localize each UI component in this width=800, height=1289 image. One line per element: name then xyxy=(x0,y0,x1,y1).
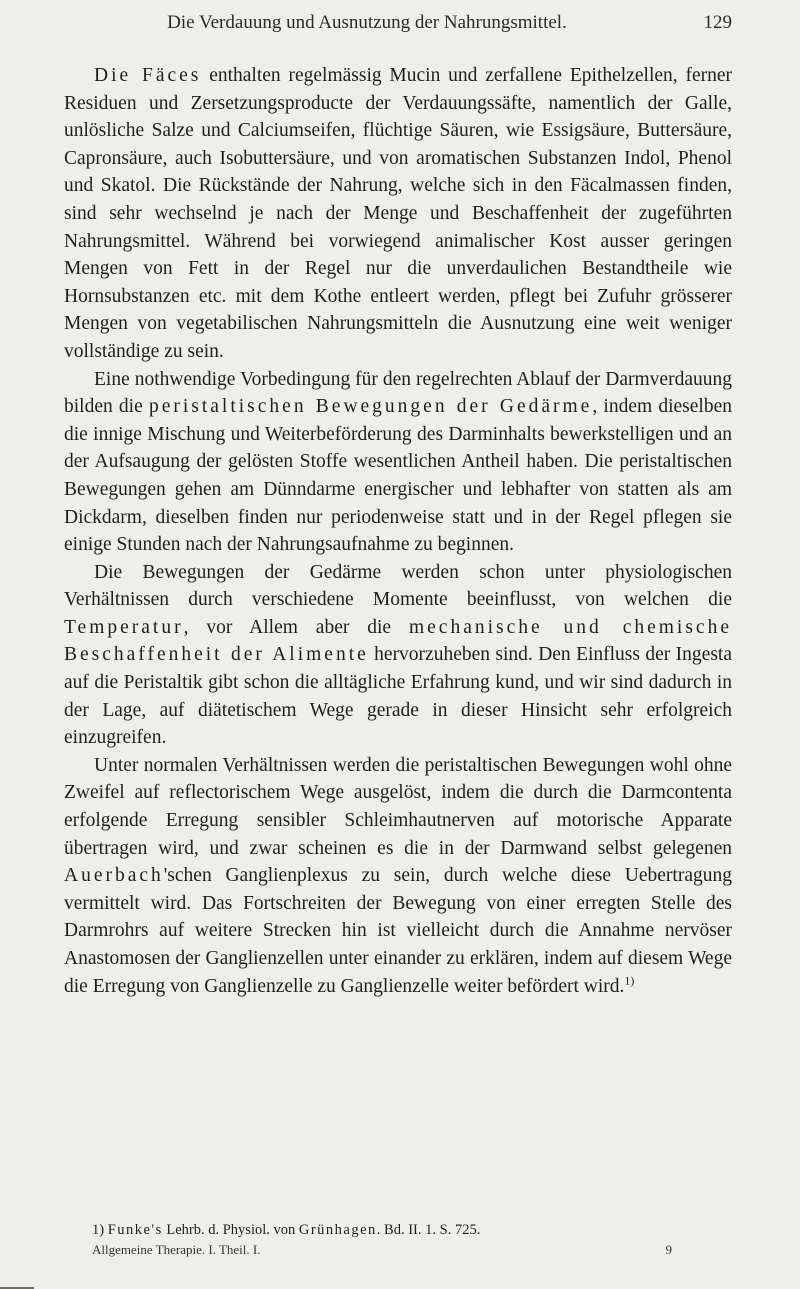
paragraph-reflex xyxy=(64,752,732,1000)
paragraph-text: , vor Allem aber die xyxy=(183,616,409,638)
spaced-term: Auerbach xyxy=(64,865,164,887)
spaced-term: peristaltischen Bewegungen der Gedärme xyxy=(148,396,593,418)
footnotes xyxy=(64,1220,732,1260)
signature-number: 9 xyxy=(665,1242,672,1257)
paragraph-text: Unter normalen Verhältnissen werden die peristaltischen Bewegungen wohl ohne Zweifel auf reflectorischem Wege ausgelöst, indem die durch die Darmcontenta erfolgende Erregung sensibler Schleimhautnerven auf motorische Apparate übertragen wird, und zwar scheinen es die in der Darmwand selbst gelegenen xyxy=(64,754,732,859)
paragraph-influences xyxy=(64,559,732,752)
footnote-editor: Grünhagen xyxy=(298,1222,377,1238)
spaced-term: Die Fäces xyxy=(94,65,202,86)
paragraph-text: Die Bewegungen der Gedärme werden schon unter physiologischen Verhältnissen durch verschiedene Momente beeinflusst, von welchen die xyxy=(64,561,732,611)
footnote xyxy=(64,1220,732,1240)
footnote-text: . Bd. II. 1. S. 725. xyxy=(376,1222,481,1238)
footnote-reference: 1) xyxy=(624,973,635,988)
paragraph-text: Eine nothwendige Vorbedingung für den regelrechten Ablauf der Darmverdauung bilden die xyxy=(64,368,732,418)
signature-line xyxy=(64,1240,732,1260)
paragraph-text: , indem dieselben die innige Mischung und Weiterbeförderung des Darminhalts bewerkstelligen und an der Aufsaugung der gelösten Stoffe wesentlichen Antheil haben. Die peristaltischen Bewegungen gehen am Dünndarme energischer und lebhafter von statten als am Dickdarm, dieselben finden nur periodenweise statt und in der Regel pflegen sie einige Stunden nach der Nahrungsaufnahme zu beginnen. xyxy=(64,396,732,556)
footnote-marker: 1) xyxy=(92,1222,105,1238)
body-text xyxy=(64,62,732,1000)
paragraph-faeces xyxy=(64,62,732,366)
footnote-author: Funke's xyxy=(107,1222,163,1238)
paragraph-text: 'schen Ganglienplexus zu sein, durch welche diese Uebertragung vermittelt wird. Das Fortschreiten der Bewegung von einer erregten Stelle des Darmrohrs auf weitere Strecken hin ist vielleicht durch die Annahme nervöser Anastomosen der Ganglienzellen unter einander zu erklären, indem auf diesem Wege die Erregung von Ganglienzelle zu Ganglienzelle weiter befördert wird. xyxy=(64,865,732,997)
page-number: 129 xyxy=(703,12,732,33)
spaced-term: Temperatur xyxy=(64,616,184,638)
running-head-title: Die Verdauung und Ausnutzung der Nahrungsmittel. xyxy=(167,12,567,33)
signature-text: Allgemeine Therapie. I. Theil. I. xyxy=(92,1242,261,1257)
running-head xyxy=(62,8,732,38)
paragraph-text: enthalten regelmässig Mucin und zerfallene Epithelzellen, ferner Residuen und Zersetzungsproducte der Verdauungssäfte, namentlich der Galle, unlösliche Salze und Calciumseifen, flüchtige Säuren, wie Essigsäure, Buttersäure, Capronsäure, auch Isobuttersäure, und von aromatischen Substanzen Indol, Phenol und Skatol. Die Rückstände der Nahrung, welche sich in den Fäcalmassen finden, sind sehr wechselnd je nach der Menge und Beschaffenheit der zugeführten Nahrungsmittel. Während bei vorwiegend animalischer Kost ausser geringen Mengen von Fett in der Regel nur die unverdaulichen Bestandtheile wie Hornsubstanzen etc. mit dem Kothe entleert werden, pflegt bei Zufuhr grösserer Mengen von vegetabilischen Nahrungsmitteln die Ausnutzung eine weit weniger vollständige zu sein. xyxy=(64,65,732,362)
footnote-text: Lehrb. d. Physiol. von xyxy=(162,1222,299,1238)
paragraph-text: hervorzuheben sind. Den Einfluss der Ingesta auf die Peristaltik gibt schon die alltägliche Erfahrung kund, und wir sind dadurch in der Lage, auf diätetischem Wege gerade in dieser Hinsicht sehr erfolgreich einzugreifen. xyxy=(64,644,732,749)
paragraph-peristaltic xyxy=(64,366,732,559)
spaced-term: mechanische und chemische Beschaffenheit der Alimente xyxy=(64,616,732,666)
